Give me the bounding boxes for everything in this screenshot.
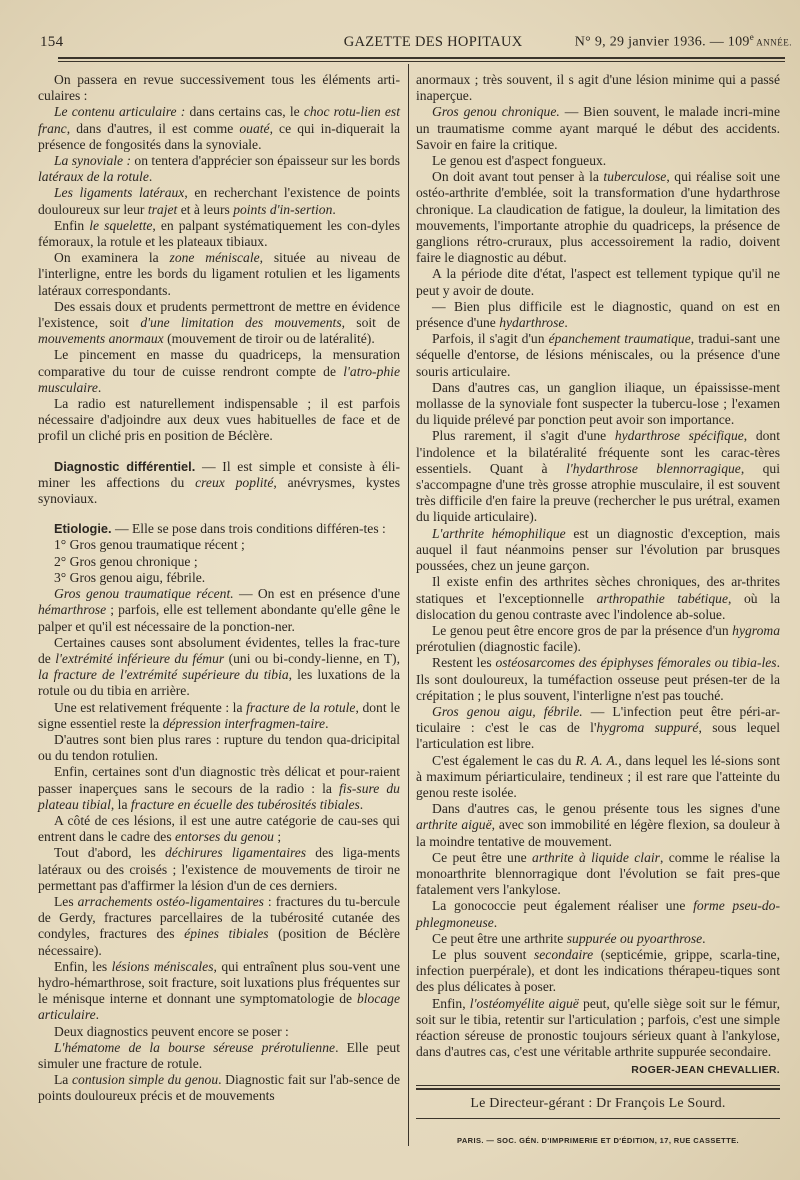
paragraph: D'autres sont bien plus rares : rupture du tendon qua-dricipital ou du tendon rotulien. [38, 731, 400, 764]
paragraph: A côté de ces lésions, il est une autre catégorie de cau-ses qui entrent dans le cadre des entorses du genou ; [38, 812, 400, 845]
column-divider [408, 64, 409, 1146]
paragraph: Gros genou aigu, fébrile. — L'infection peut être péri-ar-ticulaire : c'est le cas de l'hygroma suppuré, sous lequel l'articulation est libre. [416, 703, 781, 752]
paragraph: — Bien plus difficile est le diagnostic, quand on est en présence d'une hydarthrose. [416, 298, 780, 331]
paragraph: Les arrachements ostéo-ligamentaires : fractures du tu-bercule de Gerdy, fractures parcellaires de la tubérosité cutanée des condyles, fractures des épines tibiales (position de Béclère nécessaire). [38, 893, 400, 958]
printer-imprint: PARIS. — SOC. GÉN. D'IMPRIMERIE ET D'ÉDITION, 17, RUE CASSETTE. [457, 1135, 739, 1145]
right-column [416, 72, 780, 1149]
issue-text: N° 9, 29 janvier 1936. — 109 [574, 34, 750, 50]
paragraph: On examinera la zone méniscale, située au niveau de l'interligne, entre les bords du ligament rotulien et les ligaments latéraux correspondants. [38, 250, 400, 298]
paragraph: A la période dite d'état, l'aspect est tellement typique qu'il ne peut y avoir de doute. [416, 266, 780, 298]
paragraph: Restent les ostéosarcomes des épiphyses fémorales ou tibia-les. Ils sont douloureux, la tuméfaction osseuse peut présen-ter de la crépitation ; le plus souvent, l'interligne n'est pas touché. [416, 655, 780, 703]
paragraph: Une est relativement fréquente : la fracture de la rotule, dont le signe essentiel reste la dépression interfragmen-taire. [38, 699, 400, 731]
paragraph: Le genou est d'aspect fongueux. [432, 153, 607, 169]
page-number: 154 [40, 33, 64, 50]
section-etiologie: Etiologie. — Elle se pose dans trois conditions différen-tes : [54, 521, 386, 537]
paragraph: Enfin, l'ostéomyélite aiguë peut, qu'elle siège soit sur le fémur, soit sur le tibia, retentir sur l'articulation ; parfois, c'est une simple réaction séreuse de pronostic toujours sérieux quant à l'ankylose, dans d'autres cas, c'est une véritable arthrite suppurée secondaire. [416, 995, 780, 1060]
paragraph: La gonococcie peut également réaliser une forme pseu-do-phlegmoneuse. [416, 898, 780, 930]
paragraph: Les ligaments latéraux, en recherchant l'existence de points douloureux sur leur trajet et à leurs points d'in-sertion. [38, 185, 400, 217]
paragraph: L'arthrite hémophilique est un diagnostic d'exception, mais auquel il faut néanmoins penser sur l'évolution par brusques poussées, chez un jeune garçon. [416, 525, 780, 574]
section-diagnostic: Diagnostic différentiel. — Il est simple et consiste à éli-miner les affections du creux poplité, anévrysmes, kystes synoviaux. [38, 458, 400, 507]
signature-rule-thick [416, 1088, 780, 1090]
author-signature: ROGER-JEAN CHEVALLIER. [631, 1064, 780, 1077]
journal-title: GAZETTE DES HOPITAUX [343, 33, 523, 50]
paragraph: Le contenu articulaire : dans certains cas, le choc rotu-lien est franc, dans d'autres, il est comme ouaté, ce qui in-diquerait la présence de fongosités dans la synoviale. [38, 104, 400, 152]
signature-rule [416, 1085, 780, 1086]
list-item: 1° Gros genou traumatique récent ; [54, 537, 245, 553]
paragraph: Tout d'abord, les déchirures ligamentaires des liga-ments latéraux ou des croisés ; l'existence de mouvements de tiroir ne permettant pas d'affirmer la lésion d'un de ces derniers. [38, 845, 400, 893]
paragraph: Ce peut être une arthrite à liquide clair, comme le réalise la monoarthrite blennorragique dont l'évolution se fait pres-que fatalement vers l'ankylose. [416, 849, 780, 898]
imprint-rule [416, 1118, 780, 1119]
paragraph: Certaines causes sont absolument évidentes, telles la frac-ture de l'extrémité inférieure du fémur (uni ou bi-condy-lienne, en T), la fracture de l'extrémité supérieure du tibia, les luxations de la rotule ou du tibia en arrière. [38, 634, 400, 699]
paragraph: Ce peut être une arthrite suppurée ou pyoarthrose. [432, 930, 706, 946]
paragraph: La contusion simple du genou. Diagnostic fait sur l'ab-sence de points douloureux précis et de mouvements [38, 1072, 400, 1104]
header-rule [58, 57, 785, 59]
list-item: 3° Gros genou aigu, fébrile. [54, 569, 206, 585]
paragraph: On passera en revue successivement tous les éléments arti-culaires : [38, 72, 400, 104]
paragraph: Parfois, il s'agit d'un épanchement traumatique, tradui-sant une séquelle d'entorse, de lésions méniscales, ou la présence d'une souris articulaire. [416, 331, 780, 379]
section-heading: Diagnostic différentiel. [54, 458, 196, 474]
paragraph: Deux diagnostics peuvent encore se poser : [54, 1023, 289, 1039]
issue-info [575, 32, 792, 51]
paragraph: Dans d'autres cas, un ganglion iliaque, un épaississe-ment mollasse de la synoviale font suspecter la tubercu-lose ; l'examen du liquide prélevé par ponction peut avoir son importance. [416, 379, 780, 428]
left-column [38, 72, 400, 1105]
director-line: Le Directeur-gérant : Dr François Le Sourd. [470, 1095, 726, 1111]
list-item: 2° Gros genou chronique ; [54, 553, 198, 569]
paragraph: C'est également le cas du R. A. A., dans lequel les lé-sions sont à maximum périarticulaire, tendineux ; il est rare que l'atteinte du genou reste isolée. [416, 752, 780, 800]
issue-suffix: ANNÉE. [754, 37, 792, 48]
paragraph: Gros genou traumatique récent. — On est en présence d'une hémarthrose ; parfois, elle est tellement abondante qu'elle gêne le palper et qu'il est nécessaire de la ponction-ner. [38, 586, 400, 634]
paragraph: Le plus souvent secondaire (septicémie, grippe, scarla-tine, infection puerpérale), et dont les indications thérapeu-tiques sont des plus délicates à poser. [416, 946, 780, 995]
paragraph: La synoviale : on tentera d'apprécier son épaisseur sur les bords latéraux de la rotule. [38, 153, 400, 185]
paragraph: Il existe enfin des arthrites sèches chroniques, des ar-thrites statiques et l'exceptionnelle arthropathie tabétique, où la dislocation du genou contraste avec l'indolence ab-solue. [416, 574, 780, 622]
paragraph: Gros genou chronique. — Bien souvent, le malade incri-mine un traumatisme comme ayant marqué le début des accidents. Savoir en faire la critique. [416, 104, 780, 152]
paragraph: L'hématome de la bourse séreuse prérotulienne. Elle peut simuler une fracture de rotule. [38, 1039, 400, 1071]
paragraph: La radio est naturellement indispensable ; il est parfois nécessaire d'adjoindre aux deux vues habituelles de face et de profil un cliché pris en position de Béclère. [38, 396, 400, 444]
paragraph: On doit avant tout penser à la tuberculose, qui réalise soit une ostéo-arthrite d'emblée, soit la transformation d'une hydarthrose chronique. La claudication de fatigue, la douleur, la limitation des mouvements, l'importante atrophie du quadriceps, la présence de ganglions rétro-cruraux, plus accessoirement la radio, doivent faire le diagnostic au début. [416, 169, 780, 266]
paragraph: Plus rarement, il s'agit d'une hydarthrose spécifique, dont l'indolence et la bilatéralité fréquente sont les carac-tères essentiels. Quant à l'hydarthrose blennorragique, qui s'accompagne d'une très grosse atrophie musculaire, il est souvent très difficile d'en faire la preuve (rechercher le pus urétral, examen du liquide articulaire). [416, 428, 780, 525]
paragraph: Enfin, certaines sont d'un diagnostic très délicat et pour-raient passer inaperçues sans le secours de la radio : la fis-sure du plateau tibial, la fracture en écuelle des tubérosités tibiales. [38, 764, 400, 812]
section-heading: Etiologie. [54, 521, 112, 537]
paragraph: Dans d'autres cas, le genou présente tous les signes d'une arthrite aiguë, avec son immobilité en légère flexion, sa douleur à la moindre tentative de mouvement. [416, 801, 780, 849]
issue-sup: e [749, 32, 754, 42]
paragraph: anormaux ; très souvent, il s agit d'une lésion minime qui a passé inaperçue. [416, 72, 780, 104]
paragraph: Le pincement en masse du quadriceps, la mensuration comparative du tour de cuisse rendront compte de l'atro-phie musculaire. [38, 347, 400, 395]
paragraph: Enfin, les lésions méniscales, qui entraînent plus sou-vent une hydro-hémarthrose, soit fracture, soit luxations plus fréquentes sur le ménisque interne et donnant une symptomatologie de blocage articulaire. [38, 958, 401, 1023]
paragraph: Le genou peut être encore gros de par la présence d'un hygroma prérotulien (diagnostic facile). [416, 622, 780, 655]
paragraph: Enfin le squelette, en palpant systématiquement les con-dyles fémoraux, la rotule et les plateaux tibiaux. [38, 217, 400, 250]
paragraph: Des essais doux et prudents permettront de mettre en évidence l'existence, soit d'une limitation des mouvements, soit de mouvements anormaux (mouvement de tiroir ou de latéralité). [38, 298, 400, 347]
header-rule-thin [58, 61, 785, 62]
page-header [40, 32, 792, 51]
